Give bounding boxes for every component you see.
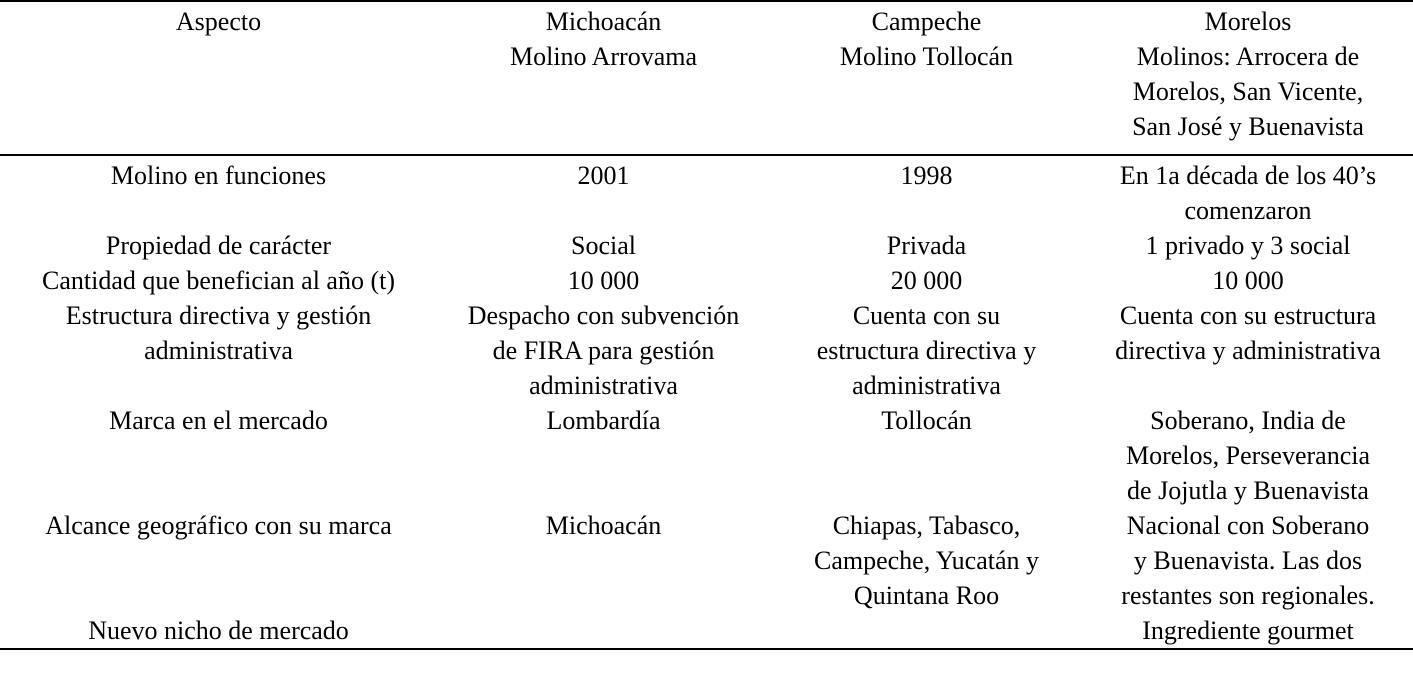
header-morelos: [1083, 1, 1413, 155]
cell-line: Molino en funciones: [110, 161, 327, 190]
header-line: Molinos: Arrocera de: [1136, 42, 1360, 71]
header-row: [0, 1, 1413, 155]
table-cell-morelos: [1083, 298, 1413, 403]
cell-line: Cuenta con su estructura: [1119, 301, 1377, 330]
cell-line: directiva y administrativa: [1115, 336, 1381, 365]
cell-line: restantes son regionales.: [1121, 581, 1375, 610]
table-cell-michoacan: [437, 228, 770, 263]
table-cell-morelos: [1083, 613, 1413, 649]
cell-line: Nuevo nicho de mercado: [88, 616, 349, 645]
cell-line: Quintana Roo: [853, 581, 1000, 610]
cell-line: Nacional con Soberano: [1126, 511, 1370, 540]
table-cell-campeche: [770, 508, 1083, 613]
table-cell-michoacan: [437, 613, 770, 649]
cell-line: administrativa: [852, 371, 1001, 400]
table-cell-michoacan: [437, 298, 770, 403]
cell-line: Propiedad de carácter: [105, 231, 332, 260]
table-row: [0, 263, 1413, 298]
header-line: Morelos, San Vicente,: [1132, 77, 1364, 106]
cell-line: Marca en el mercado: [109, 406, 328, 435]
cell-line: En 1a década de los 40’s: [1119, 161, 1377, 190]
table-cell-aspect: [0, 298, 437, 403]
cell-line: Morelos, Perseverancia: [1125, 441, 1371, 470]
table-cell-michoacan: [437, 263, 770, 298]
cell-line: Soberano, India de: [1150, 406, 1346, 435]
table-cell-campeche: [770, 613, 1083, 649]
table-cell-michoacan: [437, 508, 770, 613]
cell-line: 1998: [900, 161, 953, 190]
table-cell-aspect: [0, 228, 437, 263]
cell-line: 20 000: [890, 266, 963, 295]
cell-line: Lombardía: [546, 406, 661, 435]
cell-line: 10 000: [567, 266, 640, 295]
cell-line: Cantidad que benefician al año (t): [41, 266, 396, 295]
table-row: [0, 298, 1413, 403]
table-cell-aspect: [0, 613, 437, 649]
table-cell-campeche: [770, 298, 1083, 403]
cell-line: y Buenavista. Las dos: [1133, 546, 1363, 575]
table-row: [0, 613, 1413, 649]
cell-line: 1 privado y 3 social: [1145, 231, 1351, 260]
cell-line: de FIRA para gestión: [492, 336, 715, 365]
cell-line: Estructura directiva y gestión: [65, 301, 372, 330]
cell-line: Tollocán: [881, 406, 972, 435]
header-campeche: [770, 1, 1083, 155]
header-line: Molino Tollocán: [839, 42, 1014, 71]
table-cell-campeche: [770, 155, 1083, 228]
table-cell-aspect: [0, 508, 437, 613]
cell-line: Alcance geográfico con su marca: [45, 511, 392, 540]
cell-line: Privada: [886, 231, 967, 260]
cell-line: 10 000: [1212, 266, 1284, 295]
header-line: Campeche: [871, 7, 982, 36]
header-line: Morelos: [1204, 7, 1292, 36]
cell-line: Chiapas, Tabasco,: [832, 511, 1021, 540]
table-cell-campeche: [770, 403, 1083, 508]
cell-line: comenzaron: [1184, 196, 1312, 225]
cell-line: Despacho con subvención: [467, 301, 740, 330]
header-line: Molino Arrovama: [509, 42, 698, 71]
header-line: Aspecto: [175, 7, 262, 36]
table-cell-morelos: [1083, 508, 1413, 613]
table-row: [0, 228, 1413, 263]
table-cell-michoacan: [437, 155, 770, 228]
table-row: [0, 403, 1413, 508]
cell-line: Campeche, Yucatán y: [814, 546, 1039, 575]
cell-line: Cuenta con su: [852, 301, 1001, 330]
table-cell-aspect: [0, 403, 437, 508]
header-michoacan: [437, 1, 770, 155]
header-aspecto: [0, 1, 437, 155]
table-row: [0, 155, 1413, 228]
header-line: Michoacán: [545, 7, 662, 36]
cell-line: administrativa: [144, 336, 293, 365]
table-cell-aspect: [0, 155, 437, 228]
table-cell-campeche: [770, 228, 1083, 263]
cell-line: de Jojutla y Buenavista: [1127, 476, 1369, 505]
cell-line: administrativa: [529, 371, 678, 400]
cell-line: Michoacán: [545, 511, 662, 540]
cell-line: Ingrediente gourmet: [1142, 616, 1354, 645]
cell-line: Social: [571, 231, 636, 260]
table-cell-aspect: [0, 263, 437, 298]
table-cell-campeche: [770, 263, 1083, 298]
table-cell-morelos: [1083, 403, 1413, 508]
cell-line: 2001: [577, 161, 630, 190]
header-line: San José y Buenavista: [1132, 112, 1364, 141]
cell-line: estructura directiva y: [816, 336, 1037, 365]
table-cell-morelos: [1083, 155, 1413, 228]
table-cell-morelos: [1083, 228, 1413, 263]
table-row: [0, 508, 1413, 613]
table-cell-morelos: [1083, 263, 1413, 298]
table-cell-michoacan: [437, 403, 770, 508]
